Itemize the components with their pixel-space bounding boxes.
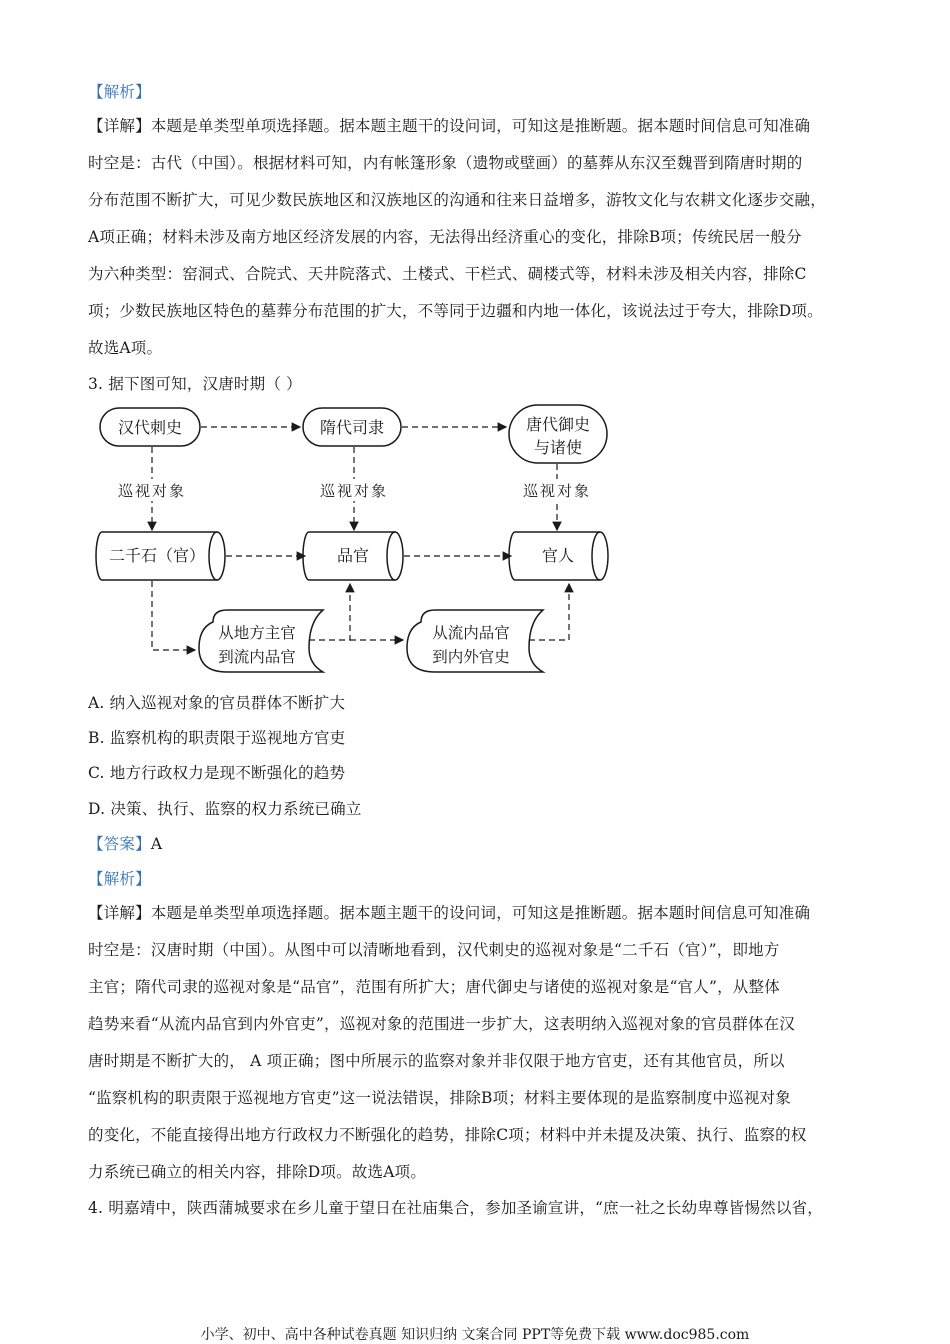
han-cishi-label: 汉代刺史 xyxy=(117,418,183,437)
pinguan-node xyxy=(303,532,403,580)
answer-value: A xyxy=(150,835,163,853)
scroll-2-label-2: 到内外官史 xyxy=(432,648,510,666)
detail-line: 为六种类型：窑洞式、合院式、天井院落式、土楼式、干栏式、碉楼式等，材料未涉及相关内容，排除C xyxy=(88,265,807,283)
detail-line: 趋势来看“从流内品官到内外官吏”，巡视对象的范围进一步扩大，这表明纳入巡视对象的官员群体在汉 xyxy=(88,1015,796,1033)
inspection-target-label: 巡视对象 xyxy=(319,482,389,500)
detail-line: “监察机构的职责限于巡视地方官吏”这一说法错误，排除B项；材料主要体现的是监察制度中巡视对象 xyxy=(88,1089,791,1107)
inspection-target-label: 巡视对象 xyxy=(117,482,187,500)
scroll-1-label-1: 从地方主官 xyxy=(218,624,296,642)
detail-line: 【详解】本题是单类型单项选择题。据本题主题干的设问词，可知这是推断题。据本题时间信息可知准确 xyxy=(88,117,811,135)
sui-sili-node xyxy=(303,408,401,446)
scroll-node-1 xyxy=(199,610,323,672)
scroll-2-label-1: 从流内品官 xyxy=(432,624,510,642)
detail-line: 唐时期是不断扩大的， A 项正确；图中所展示的监察对象并非仅限于地方官吏，还有其他官员，所以 xyxy=(88,1052,785,1070)
question-3-stem: 3. 据下图可知，汉唐时期（ ） xyxy=(88,375,302,393)
guanren-node xyxy=(509,532,608,580)
tang-yushi-node xyxy=(509,405,607,463)
option-b: B. 监察机构的职责限于巡视地方官吏 xyxy=(88,729,346,747)
detail-line: 主官；隋代司隶的巡视对象是“品官”，范围有所扩大；唐代御史与诸使的巡视对象是“官人”，从整体 xyxy=(88,978,780,996)
detail-line: 分布范围不断扩大，可见少数民族地区和汉族地区的沟通和往来日益增多，游牧文化与农耕文化逐步交融， xyxy=(88,191,826,209)
analysis-tag-2: 【解析】 xyxy=(88,870,151,888)
answer-line xyxy=(88,833,888,855)
option-d: D. 决策、执行、监察的权力系统已确立 xyxy=(88,800,362,818)
inspection-target-label: 巡视对象 xyxy=(522,482,592,500)
analysis-tag-1: 【解析】 xyxy=(88,83,151,101)
option-a: A. 纳入巡视对象的官员群体不断扩大 xyxy=(88,694,346,712)
detail-line: A项正确；材料未涉及南方地区经济发展的内容，无法得出经济重心的变化，排除B项；传统民居一般分 xyxy=(88,228,802,246)
han-cishi-node xyxy=(100,408,200,446)
scroll-1-label-2: 到流内品官 xyxy=(218,648,296,666)
option-c: C. 地方行政权力是现不断强化的趋势 xyxy=(88,764,346,782)
detail-line: 【详解】本题是单类型单项选择题。据本题主题干的设问词，可知这是推断题。据本题时间信息可知准确 xyxy=(88,904,811,922)
detail-line: 时空是：汉唐时期（中国）。从图中可以清晰地看到，汉代刺史的巡视对象是“二千石（官）”，即地方 xyxy=(88,941,780,959)
tang-yushi-label-1: 唐代御史 xyxy=(525,415,591,434)
erqianshi-node xyxy=(96,532,225,580)
question-4-stem: 4. 明嘉靖中，陕西蒲城要求在乡儿童于望日在社庙集合，参加圣谕宣讲，“庶一社之长幼卑尊皆惕然以省， xyxy=(88,1199,823,1217)
detail-line: 项；少数民族地区特色的墓葬分布范围的扩大，不等同于边疆和内地一体化，该说法过于夸大，排除D项。 xyxy=(88,302,823,320)
detail-line: 的变化，不能直接得出地方行政权力不断强化的趋势，排除C项；材料中并未提及决策、执行、监察的权 xyxy=(88,1126,807,1144)
answer-tag: 【答案】 xyxy=(88,835,151,853)
detail-line: 故选A项。 xyxy=(88,339,163,357)
detail-line: 力系统已确立的相关内容，排除D项。故选A项。 xyxy=(88,1163,427,1181)
sui-sili-label: 隋代司隶 xyxy=(319,418,385,437)
detail-line: 时空是：古代（中国）。根据材料可知，内有帐篷形象（遗物或壁画）的墓葬从东汉至魏晋到隋唐时期的 xyxy=(88,154,803,172)
supervision-diagram xyxy=(95,400,625,680)
erqianshi-label: 二千石（官） xyxy=(108,546,206,565)
guanren-label: 官人 xyxy=(541,546,575,565)
pinguan-label: 品官 xyxy=(336,546,370,565)
page-footer: 小学、初中、高中各种试卷真题 知识归纳 文案合同 PPT等免费下载 www.doc985.com xyxy=(200,1327,750,1343)
tang-yushi-label-2: 与诸使 xyxy=(533,438,583,457)
scroll-node-2 xyxy=(407,610,543,672)
